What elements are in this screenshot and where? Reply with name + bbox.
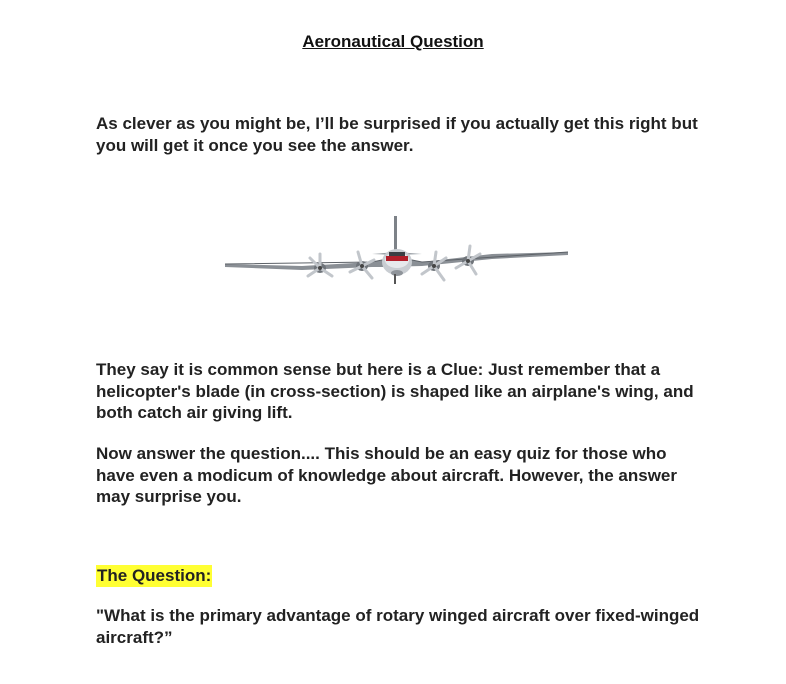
question-heading: The Question: [97, 566, 212, 585]
instruction-paragraph: Now answer the question.... This should be an easy quiz for those who have even a modicum of knowledge about aircraft. However, the answer may surprise you. [96, 444, 678, 506]
airplane-image [222, 210, 572, 300]
clue-paragraph: They say it is common sense but here is a Clue: Just remember that a helicopter's blade (in cross-section) is shaped like an airplane's wing, and both catch air giving lift. [96, 360, 694, 422]
page-title: Aeronautical Question [302, 32, 484, 51]
intro-paragraph: As clever as you might be, I’ll be surprised if you actually get this right but you will get it once you see the answer. [96, 114, 698, 155]
question-text: "What is the primary advantage of rotary winged aircraft over fixed-winged aircraft?” [96, 606, 700, 647]
